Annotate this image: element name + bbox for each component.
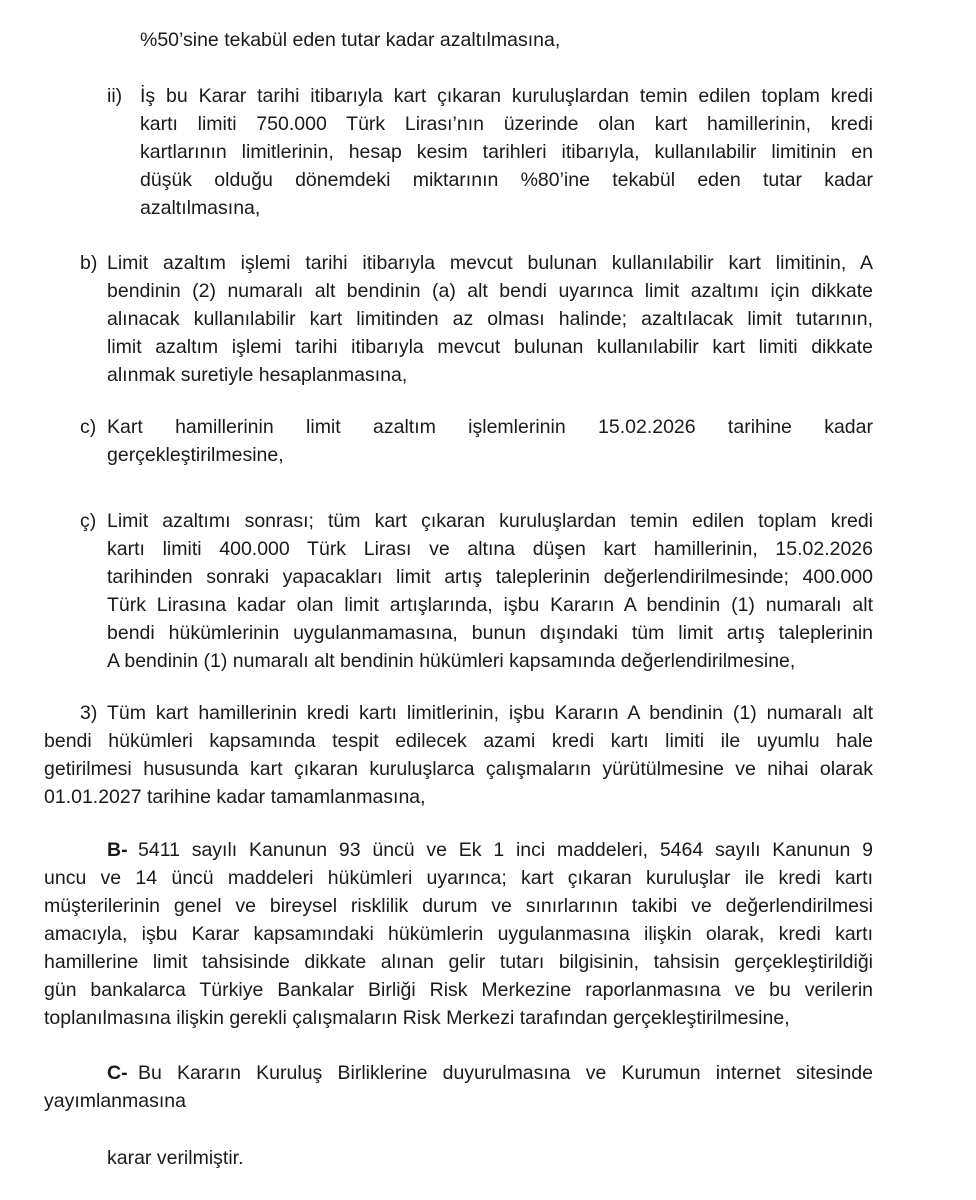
- item-ii-line: azaltılmasına,: [140, 197, 261, 219]
- section-b-line: toplanılmasına ilişkin gerekli çalışmaların Risk Merkezi tarafından gerçekleştirilmesine,: [44, 1007, 790, 1029]
- item-ii-line: kartı limiti 750.000 Türk Lirası’nın üzerinde olan kart hamillerinin, kredi: [140, 113, 873, 135]
- item-c-marker: c): [80, 416, 97, 438]
- section-b-line: gün bankalarca Türkiye Bankalar Birliği Risk Merkezine raporlanmasına ve bu verilerin: [44, 979, 873, 1001]
- item-cc-line: kartı limiti 400.000 Türk Lirası ve altına düşen kart hamillerinin, 15.02.2026: [107, 538, 873, 560]
- item-ii-line: düşük olduğu dönemdeki miktarının %80’ine tekabül eden tutar kadar: [140, 169, 873, 191]
- section-c-label: C-: [107, 1062, 128, 1084]
- item-b-line: alınmak suretiyle hesaplanmasına,: [107, 364, 408, 386]
- item-ii-marker: ii): [107, 85, 123, 107]
- continuation-line: %50’sine tekabül eden tutar kadar azaltılmasına,: [140, 29, 561, 51]
- section-b-line: uncu ve 14 üncü maddeleri hükümleri uyarınca; kart çıkaran kuruluşlar ile kredi kartı: [44, 867, 873, 889]
- section-b-line: amacıyla, işbu Karar kapsamındaki hükümlerin uygulanmasına ilişkin olarak, kredi kartı: [44, 923, 873, 945]
- item-cc-line: Limit azaltımı sonrası; tüm kart çıkaran kuruluşlardan temin edilen toplam kredi: [107, 510, 873, 532]
- section-c-line: yayımlanmasına: [44, 1090, 186, 1112]
- item-b-line: Limit azaltım işlemi tarihi itibarıyla mevcut bulunan kullanılabilir kart limitinin, A: [107, 252, 873, 274]
- section-b-line: müşterilerinin genel ve bireysel risklilik durum ve sınırlarının takibi ve değerlendirilmesi: [44, 895, 873, 917]
- section-b-label: B-: [107, 839, 128, 861]
- item-3-line: bendi hükümleri kapsamında tespit edilecek azami kredi kartı limiti ile uyumlu hale: [44, 730, 873, 752]
- item-c-line: Kart hamillerinin limit azaltım işlemlerinin 15.02.2026 tarihine kadar: [107, 416, 873, 438]
- item-ii-line: kartlarının limitlerinin, hesap kesim tarihleri itibarıyla, kullanılabilir limitinin en: [140, 141, 873, 163]
- item-cc-line: A bendinin (1) numaralı alt bendinin hükümleri kapsamında değerlendirilmesine,: [107, 650, 796, 672]
- closing-statement: karar verilmiştir.: [107, 1147, 244, 1169]
- item-3-line: Tüm kart hamillerinin kredi kartı limitlerinin, işbu Kararın A bendinin (1) numaralı alt: [107, 702, 873, 724]
- item-ii-line: İş bu Karar tarihi itibarıyla kart çıkaran kuruluşlardan temin edilen toplam kredi: [140, 85, 873, 107]
- item-cc-line: bendi hükümlerinin uygulanmamasına, bunun dışındaki tüm limit artış taleplerinin: [107, 622, 873, 644]
- item-b-marker: b): [80, 252, 98, 274]
- item-3-line: 01.01.2027 tarihine kadar tamamlanmasına,: [44, 786, 426, 808]
- item-b-line: alınacak kullanılabilir kart limitinden az olması halinde; azaltılacak limit tutarının,: [107, 308, 873, 330]
- section-b-line: hamillerine limit tahsisinde dikkate alınan gelir tutarı bilgisinin, tahsisin gerçekleştirildiği: [44, 951, 873, 973]
- item-b-line: limit azaltım işlemi tarihi itibarıyla mevcut bulunan kullanılabilir kart limiti dikkate: [107, 336, 873, 358]
- item-cc-line: Türk Lirasına kadar olan limit artışlarında, işbu Kararın A bendinin (1) numaralı alt: [107, 594, 873, 616]
- item-3-line: getirilmesi hususunda kart çıkaran kuruluşlarca çalışmaların yürütülmesine ve nihai olarak: [44, 758, 873, 780]
- item-cc-marker: ç): [80, 510, 97, 532]
- item-cc-line: tarihinden sonraki yapacakları limit artış taleplerinin değerlendirilmesinde; 400.000: [107, 566, 873, 588]
- section-c-line: Bu Kararın Kuruluş Birliklerine duyurulmasına ve Kurumun internet sitesinde: [138, 1062, 873, 1084]
- section-b-line: 5411 sayılı Kanunun 93 üncü ve Ek 1 inci maddeleri, 5464 sayılı Kanunun 9: [138, 839, 873, 861]
- item-3-marker: 3): [80, 702, 98, 724]
- item-c-line: gerçekleştirilmesine,: [107, 444, 284, 466]
- item-b-line: bendinin (2) numaralı alt bendinin (a) alt bendi uyarınca limit azaltımı için dikkate: [107, 280, 873, 302]
